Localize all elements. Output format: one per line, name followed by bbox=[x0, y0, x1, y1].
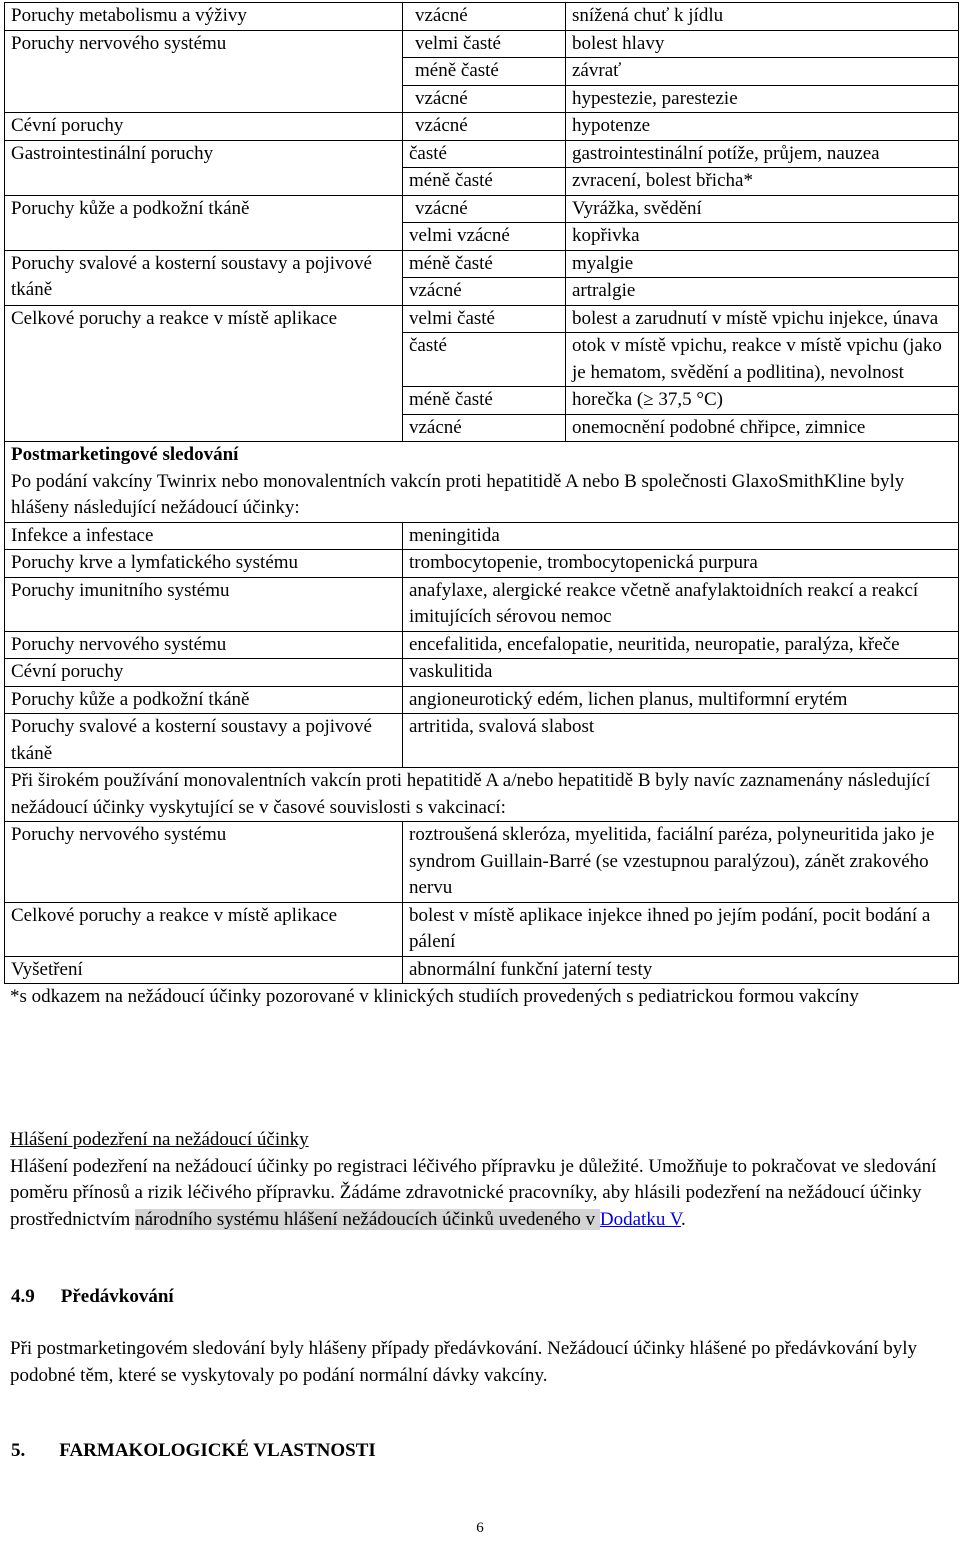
effect-cell: roztroušená skleróza, myelitida, faciální paréza, polyneuritida jako je syndrom Guillain-Barré (se vzestupnou paralýzou), zánět zrakového nervu bbox=[403, 822, 959, 903]
soc-cell: Cévní poruchy bbox=[5, 113, 403, 141]
soc-cell bbox=[5, 58, 403, 86]
table-row bbox=[5, 58, 959, 86]
effect-cell: encefalitida, encefalopatie, neuritida, neuropatie, paralýza, křeče bbox=[403, 631, 959, 659]
effect-cell: závrať bbox=[566, 58, 959, 86]
effect-cell: myalgie bbox=[566, 250, 959, 278]
freq-cell: vzácné bbox=[403, 113, 566, 141]
freq-cell: časté bbox=[403, 333, 566, 387]
soc-cell: Poruchy kůže a podkožní tkáně bbox=[5, 686, 403, 714]
effect-cell: kopřivka bbox=[566, 223, 959, 251]
table-row bbox=[5, 113, 959, 141]
soc-cell: Vyšetření bbox=[5, 956, 403, 984]
effect-cell: zvracení, bolest břicha* bbox=[566, 168, 959, 196]
effect-cell: snížená chuť k jídlu bbox=[566, 3, 959, 31]
effect-cell: Vyrážka, svědění bbox=[566, 195, 959, 223]
freq-cell: méně časté bbox=[403, 58, 566, 86]
effect-cell: gastrointestinální potíže, průjem, nauzea bbox=[566, 140, 959, 168]
soc-cell: Infekce a infestace bbox=[5, 522, 403, 550]
table-row bbox=[5, 577, 959, 631]
effect-cell: hypestezie, parestezie bbox=[566, 85, 959, 113]
soc-cell: Poruchy kůže a podkožní tkáně bbox=[5, 195, 403, 223]
table-row bbox=[5, 902, 959, 956]
footnote: *s odkazem na nežádoucí účinky pozorované v klinických studiích provedených s pediatrickou formou vakcíny bbox=[10, 986, 859, 1007]
effect-cell: artritida, svalová slabost bbox=[403, 714, 959, 768]
table-row bbox=[5, 223, 959, 251]
freq-cell: časté bbox=[403, 140, 566, 168]
freq-cell: vzácné bbox=[403, 278, 566, 306]
table-row bbox=[5, 85, 959, 113]
table-row bbox=[5, 195, 959, 223]
table-row bbox=[5, 305, 959, 333]
postmarketing-intro2: Při širokém používání monovalentních vakcín proti hepatitidě A a/nebo hepatitidě B byly navíc zaznamenány následující nežádoucí účinky vyskytující se v časové souvislosti s vakcinací: bbox=[5, 768, 959, 822]
soc-cell: Celkové poruchy a reakce v místě aplikace bbox=[5, 902, 403, 956]
soc-cell: Poruchy nervového systému bbox=[5, 30, 403, 58]
reporting-heading: Hlášení podezření na nežádoucí účinky bbox=[10, 1129, 309, 1150]
table-row bbox=[5, 30, 959, 58]
document-page bbox=[4, 2, 958, 1011]
soc-cell: Poruchy metabolismu a výživy bbox=[5, 3, 403, 31]
effect-cell: abnormální funkční jaterní testy bbox=[403, 956, 959, 984]
table-row bbox=[5, 686, 959, 714]
freq-cell: vzácné bbox=[403, 195, 566, 223]
soc-cell: Poruchy nervového systému bbox=[5, 822, 403, 903]
freq-cell: vzácné bbox=[403, 414, 566, 442]
table-row bbox=[5, 250, 959, 278]
appendix-v-link[interactable]: Dodatku V bbox=[599, 1208, 682, 1230]
soc-cell bbox=[5, 85, 403, 113]
table-row bbox=[5, 3, 959, 31]
soc-cell bbox=[5, 168, 403, 196]
postmarketing-table bbox=[4, 442, 959, 984]
soc-cell: Poruchy nervového systému bbox=[5, 631, 403, 659]
soc-cell: Poruchy krve a lymfatického systému bbox=[5, 550, 403, 578]
effect-cell: bolest v místě aplikace injekce ihned po jejím podání, pocit bodání a pálení bbox=[403, 902, 959, 956]
soc-cell: Gastrointestinální poruchy bbox=[5, 140, 403, 168]
adverse-reactions-table bbox=[4, 2, 959, 442]
effect-cell: vaskulitida bbox=[403, 659, 959, 687]
freq-cell: méně časté bbox=[403, 250, 566, 278]
freq-cell: méně časté bbox=[403, 168, 566, 196]
effect-cell: onemocnění podobné chřipce, zimnice bbox=[566, 414, 959, 442]
freq-cell: vzácné bbox=[403, 3, 566, 31]
effect-cell: otok v místě vpichu, reakce v místě vpichu (jako je hematom, svědění a podlitina), nevolnost bbox=[566, 333, 959, 387]
table-row bbox=[5, 140, 959, 168]
freq-cell: velmi časté bbox=[403, 30, 566, 58]
freq-cell: velmi vzácné bbox=[403, 223, 566, 251]
overdose-text: Při postmarketingovém sledování byly hlášeny případy předávkování. Nežádoucí účinky hlášené po předávkování byly podobné těm, které se vyskytovaly po podání normální dávky vakcíny. bbox=[10, 1338, 918, 1386]
effect-cell: horečka (≥ 37,5 °C) bbox=[566, 387, 959, 415]
soc-cell: Poruchy imunitního systému bbox=[5, 577, 403, 631]
table-row bbox=[5, 714, 959, 768]
table-row bbox=[5, 956, 959, 984]
freq-cell: méně časté bbox=[403, 387, 566, 415]
table-row bbox=[5, 168, 959, 196]
page-number: 6 bbox=[476, 1520, 484, 1536]
soc-cell: Poruchy svalové a kosterní soustavy a pojivové tkáně bbox=[5, 250, 403, 305]
postmarketing-heading: Postmarketingové sledování bbox=[11, 444, 239, 465]
effect-cell: bolest a zarudnutí v místě vpichu injekce, únava bbox=[566, 305, 959, 333]
section-heading-5: 5. FARMAKOLOGICKÉ VLASTNOSTI bbox=[11, 1440, 376, 1461]
table-row bbox=[5, 631, 959, 659]
table-row bbox=[5, 550, 959, 578]
effect-cell: anafylaxe, alergické reakce včetně anafylaktoidních reakcí a reakcí imitujících sérovou nemoc bbox=[403, 577, 959, 631]
table-row bbox=[5, 522, 959, 550]
table-row bbox=[5, 822, 959, 903]
effect-cell: angioneurotický edém, lichen planus, multiformní erytém bbox=[403, 686, 959, 714]
effect-cell: artralgie bbox=[566, 278, 959, 306]
soc-cell: Poruchy svalové a kosterní soustavy a pojivové tkáně bbox=[5, 714, 403, 768]
effect-cell: hypotenze bbox=[566, 113, 959, 141]
freq-cell: vzácné bbox=[403, 85, 566, 113]
freq-cell: velmi časté bbox=[403, 305, 566, 333]
effect-cell: bolest hlavy bbox=[566, 30, 959, 58]
effect-cell: meningitida bbox=[403, 522, 959, 550]
soc-cell: Celkové poruchy a reakce v místě aplikace bbox=[5, 305, 403, 442]
soc-cell: Cévní poruchy bbox=[5, 659, 403, 687]
table-row bbox=[5, 659, 959, 687]
reporting-section bbox=[10, 1127, 945, 1233]
reporting-text: Hlášení podezření na nežádoucí účinky po registraci léčivého přípravku je důležité. Umožňuje to pokračovat ve sledování poměru přínosů a rizik léčivého přípravku. Žádáme zdravotnické pracovníky, aby hlásili podezření na nežádoucí účinky prostřednictvím národního systému hlášení nežádoucích účinků uvedeného v Dodatku V. bbox=[10, 1155, 937, 1230]
effect-cell: trombocytopenie, trombocytopenická purpura bbox=[403, 550, 959, 578]
postmarketing-intro: Po podání vakcíny Twinrix nebo monovalentních vakcín proti hepatitidě A nebo B společnosti GlaxoSmithKline byly hlášeny následující nežádoucí účinky: bbox=[11, 470, 905, 518]
soc-cell bbox=[5, 223, 403, 251]
section-heading-4-9: 4.9 Předávkování bbox=[11, 1286, 174, 1307]
